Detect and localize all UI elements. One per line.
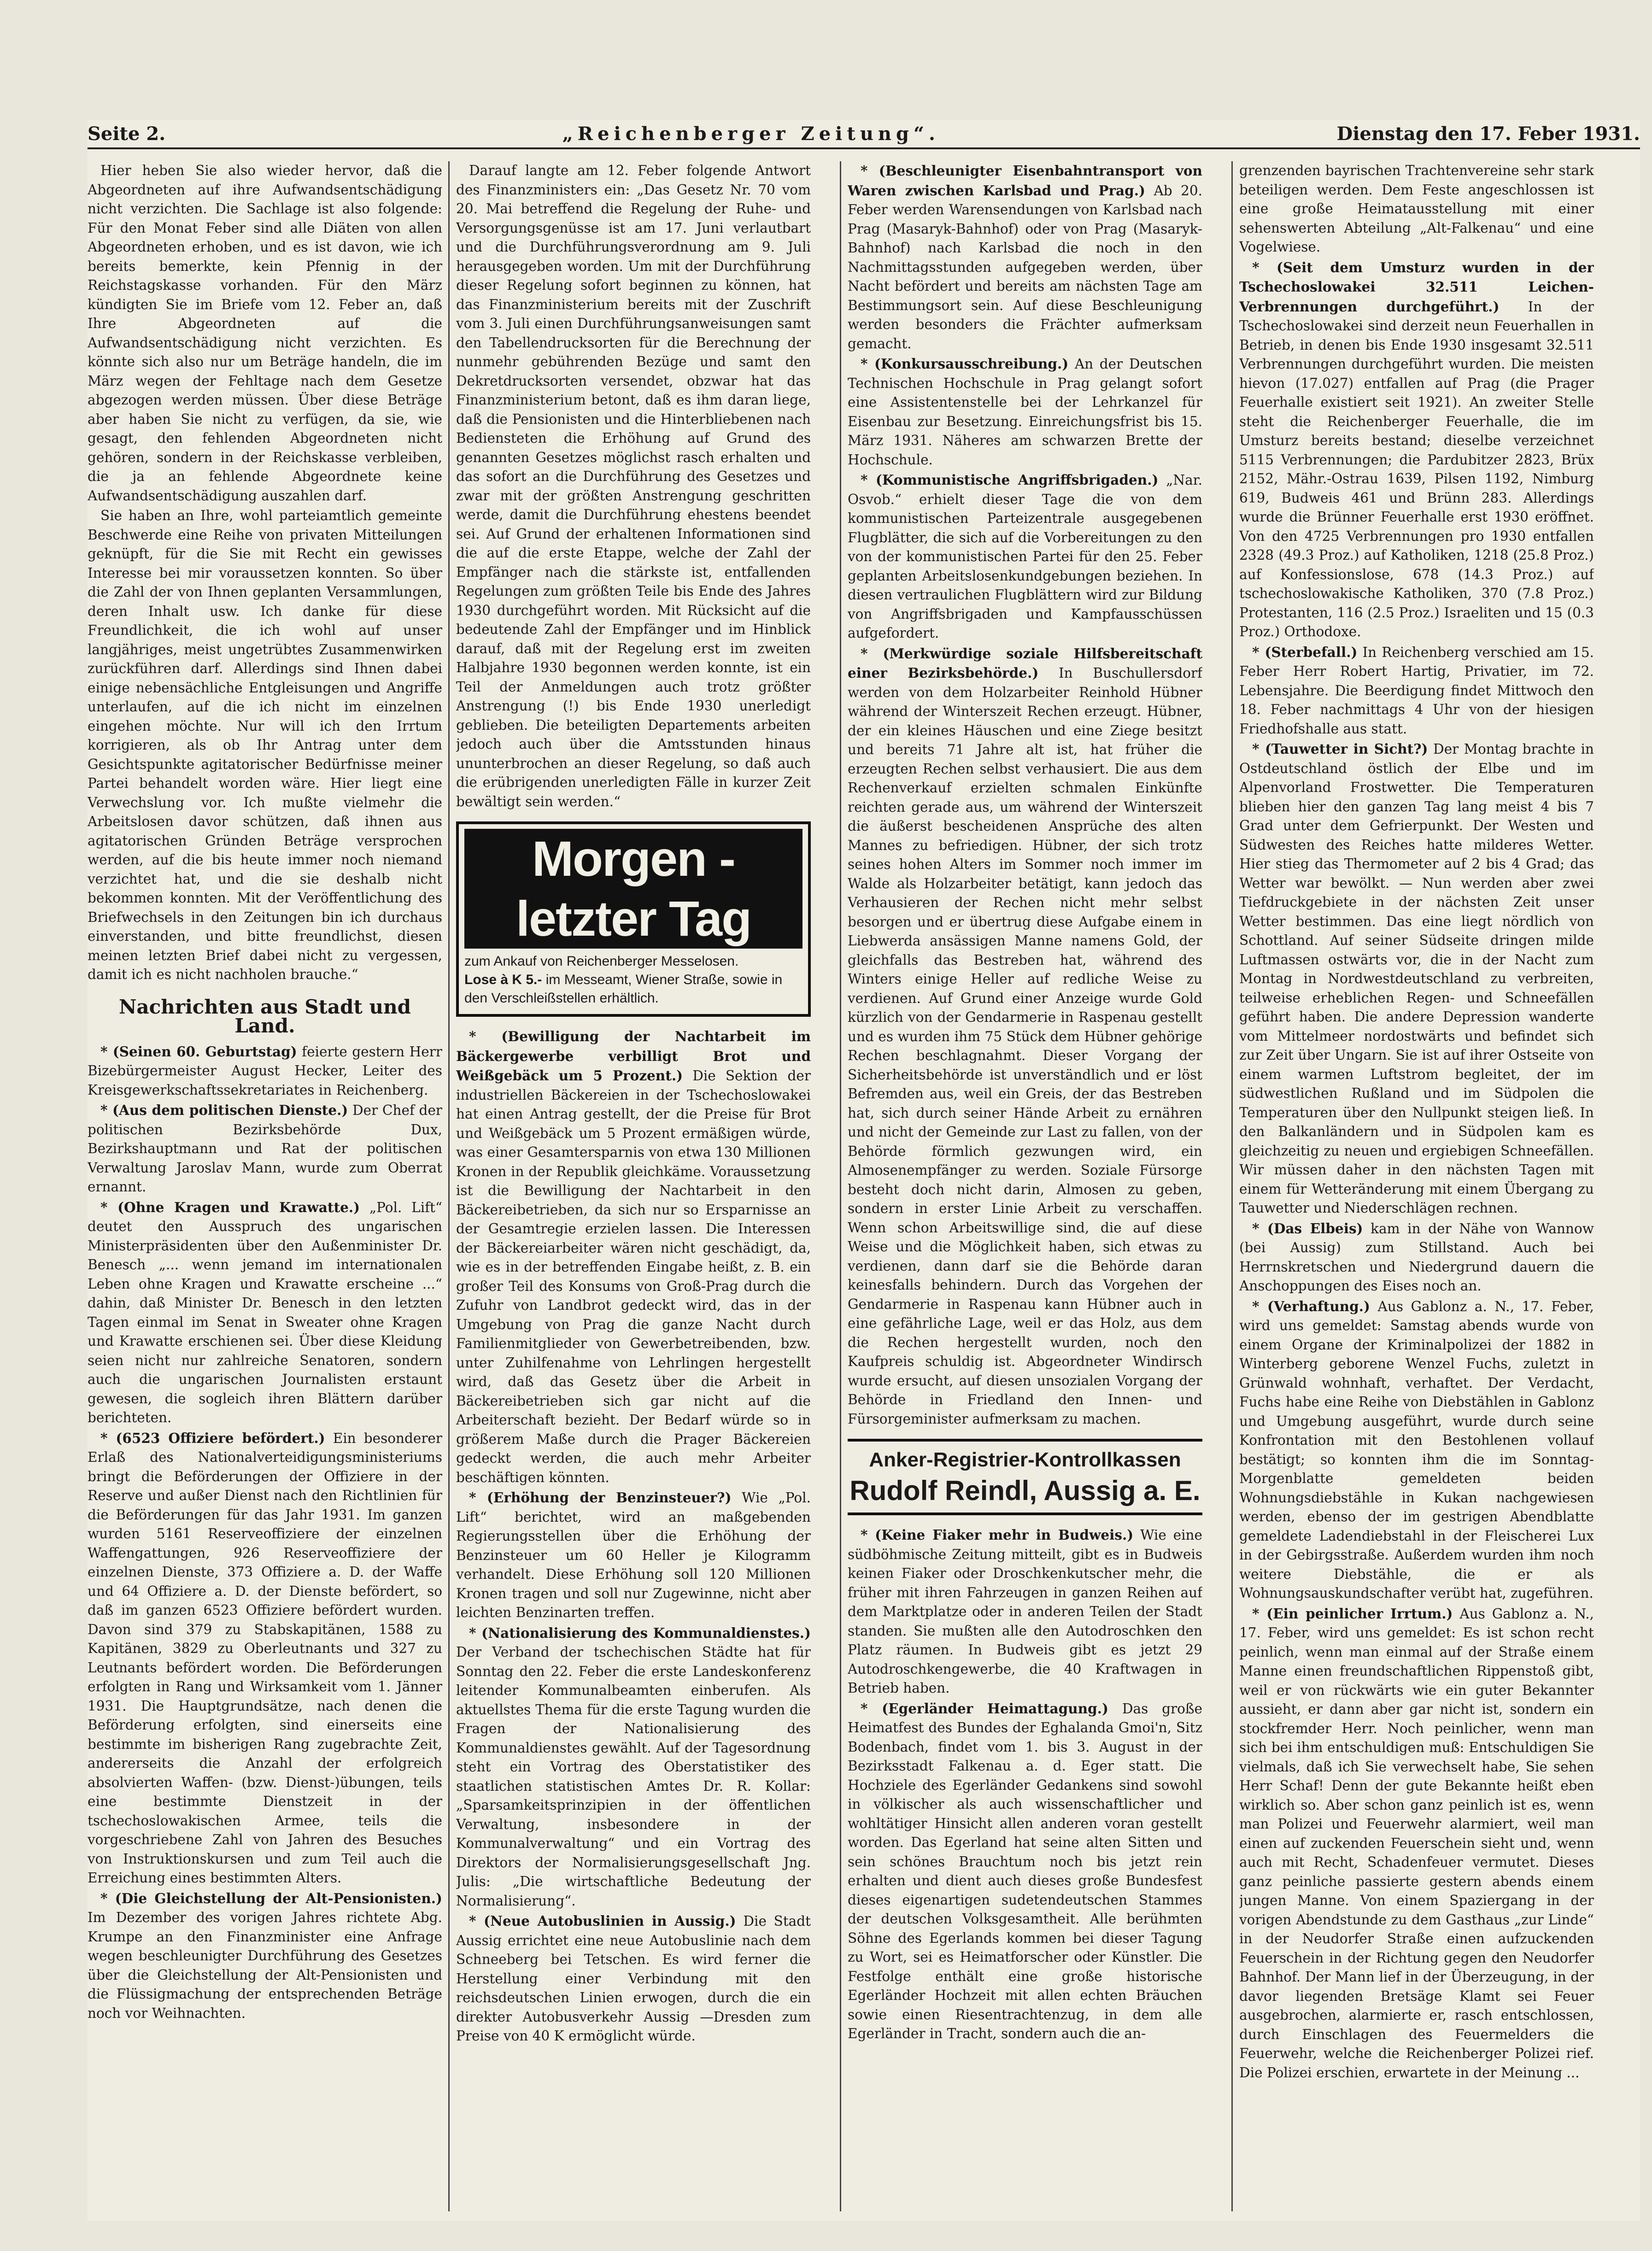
news-text: Wie eine südböhmische Zeitung mitteilt, gibt es in Budweis keinen Fiaker oder Droschkenkutscher mehr, die früher mit ihren Fahrzeugen in ganzen Reihen auf dem Marktplatze oder in anderen Teilen der Stadt standen. Sie mußten alle den Autodroschken den Platz räumen. In Budweis gibt es jetzt 29 Autodroschkengewerbe, die 40 Kraftwagen in Betrieb haben. (848, 1527, 1202, 1696)
news-text: Ab 20. Feber werden Warensendungen von Karlsbad nach Prag (Masaryk-Bahnhof) oder von Prag (Masaryk-Bahnhof) nach Karlsbad die noch in den Nachmittagsstunden aufgegeben werden, über Nacht befördert und bereits am nächsten Tage am Bestimmungsort sein. Auf diese Beschleunigung werden besonders die Frächter aufmerksam gemacht. (848, 182, 1202, 352)
news-item (848, 354, 1202, 469)
ad-headline: Morgen - letzter Tag (464, 829, 803, 949)
news-keyword: * (Seit dem Umsturz wurden in der Tschechoslowakei 32.511 Leichen-Verbrennungen durchgeführt.) (1239, 259, 1594, 315)
news-text: Der Verband der tschechischen Städte hat für Sonntag den 22. Feber die erste Landeskonferenz leitender Kommunalbeamten einberufen. Als aktuellstes Thema für die erste Tagung wurden die Fragen der Nationalisierung des Kommunaldienstes gewählt. Auf der Tagesordnung steht ein Vortrag des Oberstatistiker des staatlichen statistischen Amtes Dr. R. Kollar: „Sparsamkeitsprinzipien in der öffentlichen Verwaltung, insbesondere in der Kommunalverwaltung“ und ein Vortrag des Direktors der Normalisierungsgesellschaft Jng. Julis: „Die wirtschaftliche Bedeutung der Normalisierung“. (456, 1644, 811, 1909)
lottery-advertisement (456, 821, 811, 1017)
ad-price: Lose à K 5.- (464, 972, 542, 987)
news-keyword: * (Erhöhung der Benzinsteuer?) (469, 1489, 732, 1506)
news-text: In Buschullersdorf werden von dem Holzarbeiter Reinhold Hübner während der Winterszeit Rechen erzeugt. Hübner, der ein kleines Häuschen und eine Ziege besitzt und bereits 71 Jahre alt ist, hat früher die erzeugten Rechen selbst verhausiert. Die aus dem Rechenverkauf erzielten schmalen Einkünfte reichten gerade aus, um während der Winterszeit die äußerst bescheidenen Ansprüche des alten Mannes zu befriedigen. Hübner, der sich trotz seines hohen Alters im Sommer noch immer im Walde als Holzarbeiter betätigt, kann jedoch das Verhausieren der Rechen nicht mehr selbst besorgen und er übertrug diese Aufgabe einem in Liebwerda ansässigen Manne namens Gold, der gleichfalls das Bestreben hat, während des Winters einige Heller auf redliche Weise zu verdienen. Auf Grund einer Anzeige wurde Gold kürzlich von der Gendarmerie in Raspenau gestellt und es wurden ihm 75 Stück dem Hübner gehörige Rechen beschlagnahmt. Dieser Vorgang der Sicherheitsbehörde ist unverständlich und er löst Befremden aus, weil ein Greis, der das Bestreben hat, sich durch seiner Hände Arbeit zu ernähren und nicht der Gemeinde zur Last zu fallen, von der Behörde förmlich gezwungen wird, ein Almosenempfänger zu werden. Soziale Fürsorge besteht doch nicht darin, Almosen zu geben, sondern in erster Linie Arbeit zu verschaffen. Wenn schon Arbeitswillige sind, die auf diese Weise und die Möglichkeit haben, sich etwas zu verdienen, dann darf sie die Behörde daran keinesfalls behindern. Durch das Vorgehen der Gendarmerie in Raspenau kann Hübner auch in eine gefährliche Lage, weil er das Holz, aus dem die Rechen hergestellt wurden, noch den Kaufpreis schuldig ist. Abgeordneter Windirsch wurde ersucht, auf diesen unsozialen Vorgang der Behörde in Friedland den Innen- und Fürsorgeminister aufmerksam zu machen. (848, 665, 1202, 1427)
news-keyword: * (Nationalisierung des Kommunaldienstes.) (469, 1624, 811, 1641)
article-paragraph: Hier heben Sie also wieder hervor, daß die Abgeordneten auf ihre Aufwandsentschädigung nicht verzichten. Die Sachlage ist also folgende: Für den Monat Feber sind alle Diäten von allen Abgeordneten erhoben, und es ist davon, wie ich bereits bemerkte, kein Pfennig in der Reichstagskasse vorhanden. Für den März kündigten Sie im Briefe vom 12. Feber an, daß Ihre Abgeordneten auf die Aufwandsentschädigung nicht verzichten. Es könnte sich also nur um Beträge handeln, die im März wegen der Fehltage nach dem Gesetze abgezogen werden müssen. Über diese Beträge aber haben Sie nicht zu verfügen, da sie, wie gesagt, den fehlenden Abgeordneten nicht gehören, sondern in der Reichskasse verbleiben, die ja an fehlende Abgeordnete keine Aufwandsentschädigung auszahlen darf. (88, 163, 442, 504)
cash-register-advertisement (848, 1439, 1202, 1515)
news-keyword: * (Die Gleichstellung der Alt-Pensionisten.) (100, 1890, 442, 1906)
news-item (88, 1198, 442, 1428)
news-item (456, 1911, 811, 2046)
news-keyword: * (Merkwürdige soziale Hilfsbereitschaft einer Bezirksbehörde.) (848, 645, 1202, 681)
newspaper-page (88, 120, 1640, 2221)
news-text: Aus Gablonz a. N., 17. Feber, wird uns gemeldet: Es ist schon recht peinlich, wenn man einmal auf der Straße einem Manne einen freundschaftlichen Rippenstoß gibt, weil er von rückwärts wie ein guter Bekannter aussieht, er dann aber gar nicht ist, sondern ein stockfremder Herr. Noch peinlicher, wenn man sich bei ihm entschuldigen muß: Entschuldigen Sie vielmals, daß ich Sie verwechselt habe, Sie sehen Herr Schaf! Denn der gute Bekannte heißt eben wirklich so. Aber schon ganz peinlich ist es, wenn man Polizei und Feuerwehr alarmiert, weil man einen auf zuckenden Feuerschein sieht und, wenn auch mit Recht, Schadenfeuer vermutet. Dieses ganz peinliche passierte gestern abends einem jungen Manne. Von einem Spaziergang in der vorigen Abendstunde zu dem Gasthaus „zur Linde“ in der Neudorfer Straße einen aufzuckenden Feuerschein in der Richtung gegen den Neudorfer Bahnhof. Der Mann lief in der Überzeugung, in der davor liegenden Bretsäge Klamt sei Feuer ausgebrochen, alarmierte er, rasch entschlossen, durch Einschlagen des Feuermelders die Feuerwehr, welche die Reichenberger Polizei rief. Die Polizei erschien, erwartete in der Meinung ... (1239, 1606, 1594, 2081)
news-text: feierte gestern Herr Bizebürgermeister August Hecker, Leiter des Kreisgewerkschaftssekretariates in Reichenberg. (88, 1043, 442, 1098)
news-text: „Nar. Osvob.“ erhielt dieser Tage die von dem kommunistischen Parteizentrale ausgegebenen Flugblätter, die sich auf die Vorbereitungen zu den von der kommunistischen Partei für den 25. Feber geplanten Arbeitslosenkundgebungen beziehen. In diesen vertraulichen Flugblättern wird zur Bildung von Angriffsbrigaden und Kampfausschüssen aufgefordert. (848, 472, 1202, 641)
news-text: „Pol. Lift“ deutet den Ausspruch des ungarischen Ministerpräsidenten über den Außenminister Dr. Benesch „... wenn jemand im internationalen Leben ohne Kragen und Krawatte erscheine ...“ dahin, daß Minister Dr. Benesch in den letzten Tagen einmal im Senat in Sweater ohne Kragen und Krawatte erschienen sei. Über diese Kleidung seien nicht nur zahlreiche Senatoren, sondern auch die ungarischen Journalisten erstaunt gewesen, die sogleich ihren Blättern darüber berichteten. (88, 1199, 442, 1425)
column-2 (456, 161, 811, 2211)
column-3 (848, 161, 1202, 2211)
news-item (848, 644, 1202, 1429)
news-item (1239, 258, 1594, 642)
ad-line: im Messeamt, Wiener Straße, sowie in den Verschleißstellen erhältlich. (464, 972, 783, 1006)
news-keyword: * (Bewilligung der Nachtarbeit im Bäckergewerbe verbilligt Brot und Weißgebäck um 5 Prozent.) (456, 1028, 811, 1084)
news-keyword: * (Ohne Kragen und Krawatte.) (100, 1199, 360, 1215)
news-text: An der Deutschen Technischen Hochschule in Prag gelangt sofort eine Assistentenstelle bei der Lehrkanzel für Eisenbau zur Besetzung. Einreichungsfrist bis 15. März 1931. Näheres am schwarzen Brette der Hochschule. (848, 356, 1202, 468)
news-text: Der Chef der politischen Bezirksbehörde Dux, Bezirkshauptmann und Rat der politischen Verwaltung Jaroslav Mann, wurde zum Oberrat ernannt. (88, 1102, 442, 1195)
news-text: Das große Heimatfest des Bundes der Eghalanda Gmoi'n, Sitz Bodenbach, findet vom 1. bis 3. August in der Bezirksstadt Falkenau a. d. Eger statt. Die Hochziele des Egerländer Gedankens sind sowohl in völkischer als auch wissenschaftlicher und wohltätiger Hinsicht allen anderen voran gestellt worden. Das Egerland hat seine alten Sitten und sein schönes Brauchtum noch bis jetzt rein erhalten und dient auch dieses große Bundesfest dieses eigenartigen sudetendeutschen Stammes der deutschen Volksgesamtheit. Alle berühmten Söhne des Egerlands kommen bei dieser Tagung zu Wort, sei es Heimatforscher oder Künstler. Die Festfolge enthält eine große historische Egerländer Hochzeit mit allen echten Bräuchen sowie einen Riesentrachtenzug, in dem alle Egerländer in Tracht, sondern auch die an- (848, 1700, 1202, 2041)
news-keyword: * (Konkursausschreibung.) (861, 356, 1069, 372)
news-text: Ein besonderer Erlaß des Nationalverteidigungsministeriums bringt die Beförderungen der Offiziere in der Reserve und außer Dienst nach den Richtlinien für die Beförderungen für das Jahr 1931. Im ganzen wurden 5161 Reserveoffiziere der einzelnen Waffengattungen, 926 Reserveoffiziere der einzelnen Dienste, 373 Offiziere a. D. der Waffe und 64 Offiziere a. D. der Dienste befördert, so daß im ganzen 6523 Offiziere befördert wurden. Davon sind 379 zu Stabskapitänen, 1588 zu Kapitänen, 3829 zu Oberleutnants und 327 zu Leutnants befördert worden. Die Beförderungen erfolgten in Rang und Wirksamkeit vom 1. Jänner 1931. Die Hauptgrundsätze, nach denen die Beförderung erfolgten, sind einerseits eine bestimmte im bisherigen Rang zugebrachte Zeit, andererseits die Anzahl der erfolgreich absolvierten Waffen- (bzw. Dienst-)übungen, teils eine bestimmte Dienstzeit in der tschechoslowakischen Armee, teils die vorgeschriebene Zahl von Jahren des Besuches von Instruktionskursen und zum Teil auch die Erreichung eines bestimmten Alters. (88, 1430, 442, 1886)
article-paragraph: grenzenden bayrischen Trachtenvereine sehr stark beteiligen werden. Dem Feste angeschlossen ist eine große Heimatausstellung mit einer sehenswerten Abteilung „Alt-Falkenau“ und eine Vogelwiese. (1239, 163, 1594, 255)
news-item (456, 1027, 811, 1487)
news-item (1239, 1297, 1594, 1603)
news-keyword: * (Das Elbeis) (1252, 1220, 1363, 1237)
news-keyword: * (Beschleunigter Eisenbahntransport von Waren zwischen Karlsbad und Prag.) (848, 163, 1202, 199)
ad-line: zum Ankauf von Reichenberger Messelosen. (464, 954, 739, 969)
news-keyword: * (6523 Offiziere befördert.) (100, 1430, 325, 1446)
column-rule (840, 161, 841, 2211)
news-keyword: * (Sterbefall.) (1252, 644, 1358, 660)
news-text: Die Sektion der industriellen Bäckereien in der Tschechoslowakei hat einen Antrag gestellt, der die Preise für Brot und Weißgebäck um 5 Prozent ermäßigen würde, was einer Gesamtersparnis von etwa 130 Millionen Kronen in der Republik gleichkäme. Voraussetzung ist die Bewilligung der Nachtarbeit in den Bäckereibetrieben, da sich nur so Ersparnisse an der Gesamtregie erzielen lassen. Die Interessen der Bäckereiarbeiter wären nicht geschädigt, da, wie es in der betreffenden Eingabe heißt, z. B. ein großer Teil des Konsums von Groß-Prag durch die Zufuhr von Landbrot gedeckt wird, das in der Umgebung von Prag die ganze Nacht durch Familienmitglieder von Gewerbetreibenden, bzw. unter Zuhilfenahme von Lehrlingen hergestellt wird, daß das Gesetz über die Arbeit in Bäckereibetrieben sich gar nicht auf die Arbeiterschaft bezieht. Der Bedarf würde so in größerem Maße durch die Prager Bäckereien gedeckt werden, die auch mehr Arbeiter beschäftigen könnten. (456, 1068, 811, 1485)
news-text: kam in der Nähe von Wannow (bei Aussig) zum Stillstand. Auch bei Herrnskretschen und Niedergrund dauern die Anschoppungen des Eises noch an. (1239, 1220, 1594, 1294)
news-text: Im Dezember des vorigen Jahres richtete Abg. Krumpe an den Finanzminister eine Anfrage wegen beschleunigter Durchführung des Gesetzes über die Gleichstellung der Alt-Pensionisten und die Flüssigmachung der entsprechenden Beträge noch vor Weihnachten. (88, 1910, 442, 2021)
news-text: Wie „Pol. Lift“ berichtet, wird an maßgebenden Regierungsstellen über die Erhöhung der Benzinsteuer um 60 Heller je Kilogramm verhandelt. Diese Erhöhung soll 120 Millionen Kronen tragen und soll nur Zugewinne, nicht aber leichten Benzinarten treffen. (456, 1490, 811, 1620)
news-text: Der Montag brachte in Ostdeutschland östlich der Elbe und im Alpenvorland Frostwetter. Die Temperaturen blieben hier den ganzen Tag lang meist 4 bis 7 Grad unter dem Gefrierpunkt. Der Westen und Südwesten des Reiches hatte milderes Wetter. Hier stieg das Thermometer auf 2 bis 4 Grad; das Wetter war bewölkt. — Nun werden aber zwei Tiefdruckgebiete in der nächsten Zeit unser Wetter bestimmen. Das eine liegt nördlich von Schottland. Auf seiner Südseite dringen milde Luftmassen ostwärts vor, die in der Nacht zum Montag in Nordwestdeutschland zu verbreiten, teilweise erheblichen Regen- und Schneefällen geführt haben. Die andere Depression wanderte vom Mittelmeer nordostwärts und befindet sich zur Zeit über Ungarn. Sie ist auf ihrer Ostseite von einem warmen Luftstrom begleitet, der im südwestlichen Rußland und im Südpolen die Temperaturen über den Nullpunkt steigen ließ. In den Balkanländern und in Südpolen kam es gleichzeitig zu neuen und ergiebigen Schneefällen. Wir müssen daher in den nächsten Tagen mit einem für Wetteränderung mit einem Übergang zu Tauwetter und Niederschlägen rechnen. (1239, 741, 1594, 1216)
news-keyword: * (Seinen 60. Geburtstag) (100, 1043, 297, 1060)
news-text: In der Tschechoslowakei sind derzeit neun Feuerhallen in Betrieb, in denen bis Ende 1930 insgesamt 32.511 Verbrennungen durchgeführt wurden. Die meisten hievon (17.027) entfallen auf Prag (die Prager Feuerhalle existiert seit 1921). An zweiter Stelle steht die Reichenberger Feuerhalle, die im Umsturz bereits bestand; dieselbe verzeichnet 5115 Verbrennungen; die Pardubitzer 2823, Brüx 2152, Mähr.-Ostrau 1639, Pilsen 1192, Nimburg 619, Budweis 461 und Brünn 283. Allerdings wurde die Brünner Feuerhalle erst 1930 eröffnet. Von den 4725 Verbrennungen pro 1930 entfallen 2328 (49.3 Proz.) auf Katholiken, 1218 (25.8 Proz.) auf Konfessionslose, 678 (14.3 Proz.) auf tschechoslowakische Katholiken, 370 (7.8 Proz.) Protestanten, 116 (2.5 Proz.) Israeliten und 15 (0.3 Proz.) Orthodoxe. (1239, 299, 1594, 639)
news-text: Aus Gablonz a. N., 17. Feber, wird uns gemeldet: Samstag abends wurde von einem Organe der Kriminalpolizei der 1882 in Winterberg geborene Wenzel Fuchs, zuletzt in Grünwald wohnhaft, verhaftet. Der Verdacht, Fuchs habe eine Reihe von Diebstählen in Gablonz und Umgebung ausgeführt, wurde durch seine Konfrontation mit den Bestohlenen vollauf bestätigt; so konnten ihm die im Sonntag-Morgenblatte gemeldeten beiden Wohnungsdiebstähle in Kukan nachgewiesen werden, ebenso der im gestrigen Abendblatte gemeldete Ladendiebstahl in der Fleischerei Lux in der Gebirgsstraße. Außerdem wurden ihm noch weitere Diebstähle, die er als Wohnungsauskundschafter verübt hat, zugeführen. (1239, 1298, 1594, 1601)
news-item (88, 1101, 442, 1197)
column-rule (1231, 161, 1233, 2211)
news-keyword: * (Aus dem politischen Dienste.) (100, 1102, 348, 1118)
masthead (88, 120, 1640, 149)
news-keyword: * (Egerländer Heimattagung.) (861, 1700, 1108, 1717)
article-paragraph: Sie haben an Ihre, wohl parteiamtlich gemeinte Beschwerde eine Reihe von privaten Mitteilungen geknüpft, für die Sie mit Recht ein gewisses Interesse bei mir voraussetzen konnten. So über die Zahl der von Ihnen geplanten Versammlungen, deren Inhalt usw. Ich danke für diese Freundlichkeit, die ich wohl auf unser langjähriges, meist ungetrübtes Zusammenwirken zurückführen darf. Allerdings sind Ihnen dabei einige nebensächliche Entgleisungen und Angriffe unterlaufen, auf die ich nicht im einzelnen eingehen möchte. Nur will ich den Irrtum korrigieren, als ob Ihr Antrag unter dem Gesichtspunkte agitatorischer Bedürfnisse meiner Partei behandelt worden wäre. Hier liegt eine Verwechslung vor. Ich mußte vielmehr die Arbeitslosen davor schützen, daß ihnen aus agitatorischen Gründen Beträge versprochen werden, auf die bis heute immer noch niemand verzichtet hat, und die sie deshalb nicht bekommen konnten. Mit der Veröffentlichung des Briefwechsels in den Zeitungen bin ich durchaus einverstanden, und bitte freundlichst, diesen meinen letzten Brief dabei nicht zu vergessen, damit ich es nicht nachholen brauche.“ (88, 508, 442, 982)
news-keyword: * (Kommunistische Angriffsbrigaden.) (861, 472, 1159, 488)
news-item (1239, 739, 1594, 1218)
news-keyword: * (Neue Autobuslinien in Aussig.) (469, 1913, 736, 1929)
column-1 (88, 161, 442, 2211)
news-item (88, 1889, 442, 2023)
news-item (88, 1429, 442, 1888)
column-rule (448, 161, 450, 2211)
ad-product: Anker-Registrier-Kontrollkassen (869, 1448, 1181, 1471)
news-item (848, 161, 1202, 353)
news-item (848, 470, 1202, 643)
news-item (848, 1525, 1202, 1698)
news-keyword: * (Tauwetter in Sicht?) (1252, 741, 1428, 757)
news-keyword: * (Verhaftung.) (1252, 1298, 1370, 1314)
news-item (1239, 1604, 1594, 2083)
issue-date: Dienstag den 17. Feber 1931. (1336, 123, 1640, 145)
newspaper-title: „Reichenberger Zeitung“. (562, 123, 940, 145)
article-paragraph: Darauf langte am 12. Feber folgende Antwort des Finanzministers ein: „Das Gesetz Nr. 70 vom 20. Mai betreffend die Regelung der Ruhe- und Versorgungsgenüsse ist am 17. Juni verlautbart und die Durchführungsverordnung am 9. Juli herausgegeben worden. Um mit der Durchführung dieser Regelung sofort beginnen zu können, hat das Finanzministerium bereits mit der Zuschrift vom 3. Juli einen Durchführungsanweisungen samt den Tabellendrucksorten für die Berechnung der nunmehr gebührenden Bezüge und samt den Dekretdrucksorten versendet, obzwar hat das Finanzministerium betont, daß es ihm daran liege, daß die Pensionisten und die Hinterbliebenen nach Bediensteten die Erhöhung auf Grund des genannten Gesetzes möglichst rasch erhalten und das sofort an die Durchführung des Gesetzes und zwar mit der größten Anstrengung geschritten werde, damit die Durchführung ehestens beendet sei. Auf Grund der erhaltenen Informationen sind die auf die erste Etappe, welche der Zahl der Empfänger nach die stärkste ist, entfallenden Regelungen zum größten Teile bis Ende des Jahres 1930 durchgeführt worden. Mit Rücksicht auf die bedeutende Zahl der Empfänger und im Hinblick darauf, daß mit der Regelung erst im zweiten Halbjahre 1930 begonnen werden konnte, ist ein Teil der Anmeldungen auch trotz größter Anstrengung (!) bis Ende 1930 unerledigt geblieben. Die beteiligten Departements arbeiten jedoch auch über die Amtsstunden hinaus ununterbrochen an dieser Regelung, so daß auch die erübrigenden unerledigten Fälle in kurzer Zeit bewältigt sein werden.“ (456, 163, 811, 809)
news-item (1239, 1219, 1594, 1296)
news-keyword: * (Ein peinlicher Irrtum.) (1252, 1605, 1453, 1622)
news-item (848, 1699, 1202, 2044)
ad-company: Rudolf Reindl, Aussig a. E. (849, 1475, 1201, 1506)
news-keyword: * (Keine Fiaker mehr in Budweis.) (861, 1527, 1134, 1543)
page-number: Seite 2. (88, 123, 166, 145)
column-4 (1239, 161, 1594, 2211)
news-item (1239, 643, 1594, 739)
news-text: In Reichenberg verschied am 15. Feber Herr Robert Hartig, Privatier, im 72. Lebensjahre. Die Beerdigung findet Mittwoch den 18. Feber nachmittags 4 Uhr von der hiesigen Friedhofshalle aus statt. (1239, 644, 1594, 737)
news-item (456, 1624, 811, 1911)
news-item (88, 1042, 442, 1100)
section-title: Nachrichten aus Stadt und Land. (119, 995, 411, 1037)
news-text: Die Stadt Aussig errichtet eine neue Autobuslinie nach dem Schneeberg bei Tetschen. Es wird ferner die Herstellung einer Verbindung mit den reichsdeutschen Linien erwogen, durch die ein direkter Autobusverkehr Aussig —Dresden zum Preise von 40 K ermöglicht würde. (456, 1913, 811, 2044)
news-item (456, 1488, 811, 1623)
ad-text (464, 952, 803, 1008)
